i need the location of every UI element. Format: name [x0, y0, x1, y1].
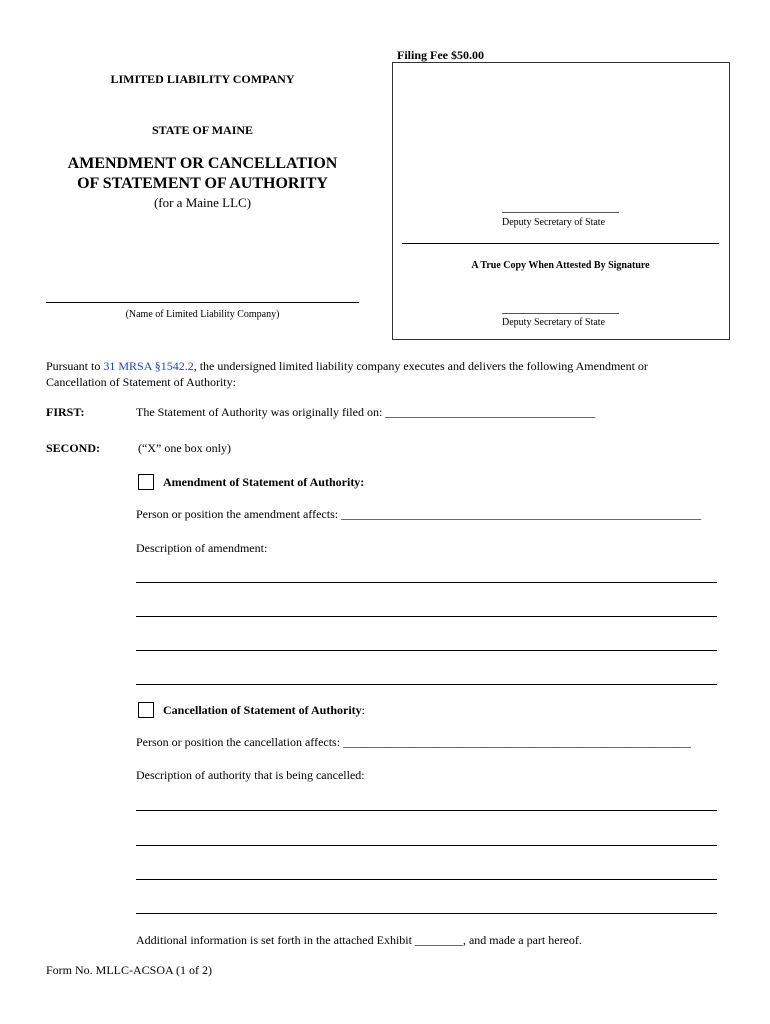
- cancellation-description-line[interactable]: [136, 913, 717, 914]
- intro-post: , the undersigned limited liability company executes and delivers the following Amendment or: [193, 359, 648, 373]
- cancellation-description-label: Description of authority that is being cancelled:: [136, 768, 365, 782]
- cancellation-description-line[interactable]: [136, 810, 717, 811]
- amendment-description-line[interactable]: [136, 650, 717, 651]
- original-filing-date-field[interactable]: The Statement of Authority was originally filed on: ___________________________________: [136, 405, 596, 419]
- deputy-secretary-label-2: Deputy Secretary of State: [502, 317, 606, 328]
- entity-type-heading: LIMITED LIABILITY COMPANY: [110, 72, 295, 86]
- true-copy-label: A True Copy When Attested By Signature: [471, 260, 650, 271]
- additional-info-statement: Additional information is set forth in the attached Exhibit ________, and made a part hereof.: [136, 933, 582, 947]
- amendment-description-label: Description of amendment:: [136, 541, 268, 555]
- amendment-description-line[interactable]: [136, 684, 717, 685]
- cancellation-checkbox-label: Cancellation of Statement of Authority: [163, 703, 362, 717]
- cancellation-description-line[interactable]: [136, 879, 717, 880]
- deputy-secretary-label-1: Deputy Secretary of State: [502, 217, 606, 228]
- first-label: FIRST:: [46, 405, 85, 419]
- amendment-description-line[interactable]: [136, 616, 717, 617]
- cancellation-description-line[interactable]: [136, 845, 717, 846]
- form-number: Form No. MLLC-ACSOA (1 of 2): [46, 963, 213, 977]
- cancellation-checkbox-text: [163, 703, 365, 718]
- intro-line2: Cancellation of Statement of Authority:: [46, 375, 236, 389]
- deputy-signature-line-2: [502, 313, 619, 314]
- filing-stamp-box: [392, 62, 730, 340]
- form-title-line2: OF STATEMENT OF AUTHORITY: [77, 175, 328, 192]
- amendment-person-field[interactable]: Person or position the amendment affects: ____________________________________________________________: [136, 507, 702, 521]
- cancellation-colon: :: [361, 703, 365, 717]
- state-heading: STATE OF MAINE: [151, 123, 254, 137]
- filing-fee: Filing Fee $50.00: [397, 48, 484, 62]
- amendment-checkbox-label: Amendment of Statement of Authority:: [163, 475, 365, 489]
- amendment-checkbox[interactable]: [138, 474, 154, 490]
- statute-reference: 31 MRSA §1542.2: [103, 359, 194, 373]
- intro-paragraph: [46, 358, 728, 375]
- form-subtitle: (for a Maine LLC): [153, 195, 252, 210]
- cancellation-checkbox[interactable]: [138, 702, 154, 718]
- llc-name-line[interactable]: [46, 302, 359, 303]
- second-instruction: (“X” one box only): [138, 441, 231, 455]
- cancellation-person-field[interactable]: Person or position the cancellation affects: __________________________________________________________: [136, 735, 692, 749]
- amendment-description-line[interactable]: [136, 582, 717, 583]
- second-label: SECOND:: [46, 441, 101, 455]
- stamp-box-divider: [402, 243, 719, 244]
- form-title-line1: AMENDMENT OR CANCELLATION: [67, 155, 338, 172]
- llc-name-caption: (Name of Limited Liability Company): [125, 309, 280, 320]
- intro-pre: Pursuant to: [46, 359, 104, 373]
- deputy-signature-line-1: [502, 212, 619, 213]
